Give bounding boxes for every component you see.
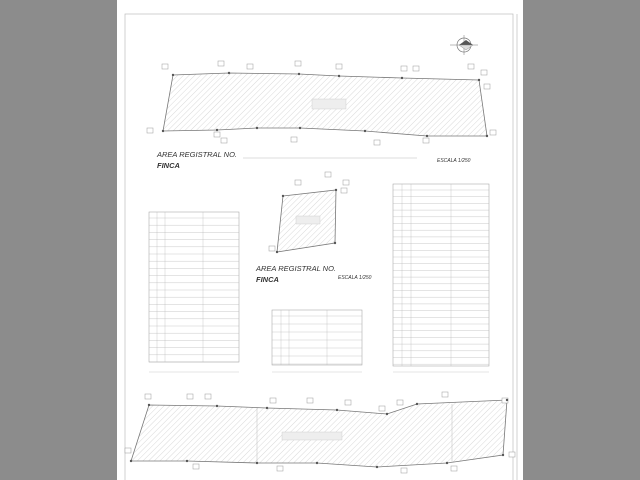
- survey-drawing: [117, 0, 523, 480]
- parcel-bottom: [125, 392, 515, 473]
- area-heading-middle: [255, 264, 372, 284]
- area-registral-label-middle: AREA REGISTRAL NO.: [256, 264, 337, 273]
- coordinate-table-middle: [272, 310, 362, 372]
- finca-label-top: FINCA: [157, 161, 180, 170]
- north-arrow-icon: [450, 35, 478, 55]
- scale-label-middle: ESCALA 1/250: [338, 275, 372, 281]
- scale-label-top: ESCALA 1/250: [437, 158, 471, 164]
- parcel-top: [162, 72, 488, 137]
- area-registral-label-top: AREA REGISTRAL NO.: [157, 150, 238, 159]
- area-heading-top: [156, 150, 471, 170]
- finca-label-middle: FINCA: [256, 275, 279, 284]
- coordinate-table-left: [149, 212, 239, 372]
- coordinate-table-right: [393, 184, 489, 372]
- drawing-sheet: [117, 0, 523, 480]
- parcel-middle: [269, 172, 349, 253]
